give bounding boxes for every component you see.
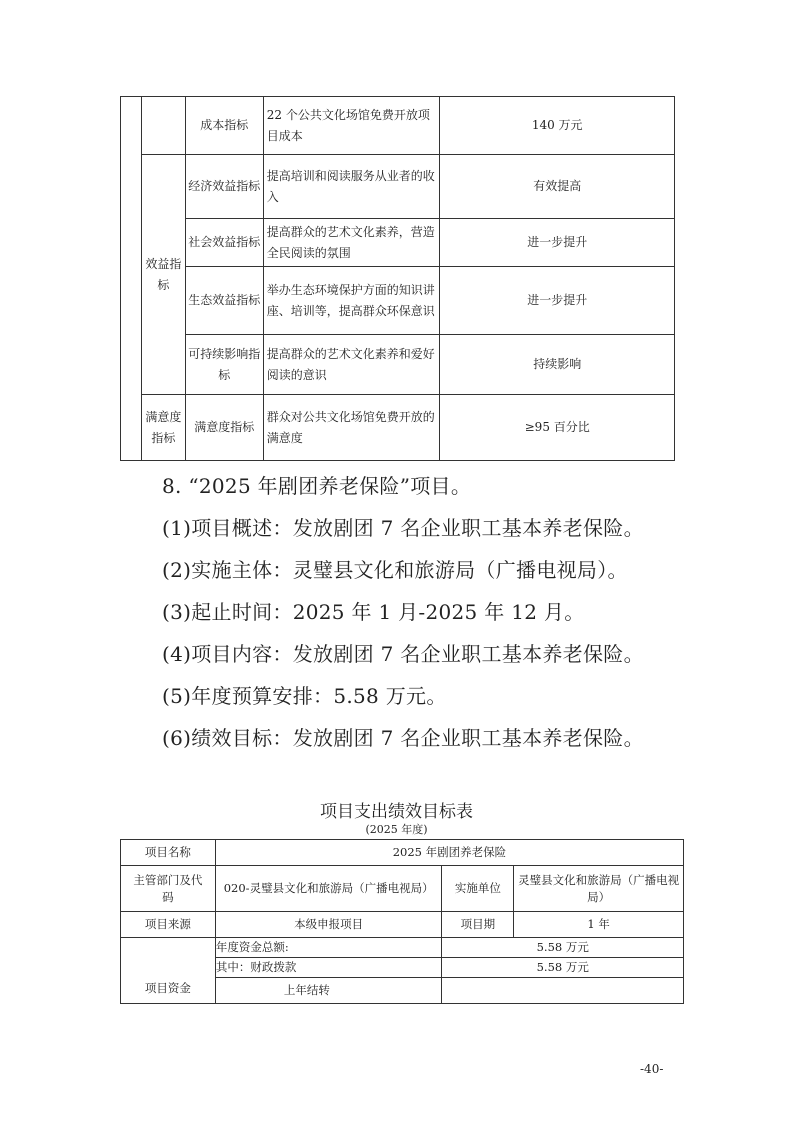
- indicator-name: 生态效益指标: [185, 267, 263, 335]
- item-executor: (2)实施主体：灵璧县文化和旅游局（广播电视局）。: [162, 558, 628, 582]
- indicator-content: 提高群众的艺术文化素养，营造全民阅读的氛围: [263, 219, 440, 267]
- source-value: 本级申报项目: [215, 912, 442, 938]
- expense-table-title: 项目支出绩效目标表: [320, 802, 473, 822]
- dept-value: 020-灵璧县文化和旅游局（广播电视局）: [215, 866, 442, 912]
- section-heading: 8. “2025 年剧团养老保险”项目。: [162, 474, 472, 498]
- source-label: 项目来源: [121, 912, 216, 938]
- project-name-value: 2025 年剧团养老保险: [215, 840, 683, 866]
- period-label: 项目期: [442, 912, 514, 938]
- item-period: (3)起止时间：2025 年 1 月-2025 年 12 月。: [162, 600, 585, 624]
- benefit-group-label: 效益指标: [141, 155, 185, 395]
- indicator-value: ≥95 百分比: [440, 395, 675, 461]
- annual-total-value: 5.58 万元: [442, 938, 684, 958]
- performance-indicator-table: [120, 96, 675, 461]
- impl-value: 灵璧县文化和旅游局（广播电视局）: [514, 866, 684, 912]
- indicator-value: 有效提高: [440, 155, 675, 219]
- indicator-content: 提高培训和阅读服务从业者的收入: [263, 155, 440, 219]
- indicator-value: 进一步提升: [440, 219, 675, 267]
- item-budget: (5)年度预算安排：5.58 万元。: [162, 684, 447, 708]
- funds-label: 项目资金: [121, 938, 216, 1004]
- annual-total-label: 年度资金总额:: [215, 938, 442, 958]
- carryover-value: [442, 978, 684, 1004]
- indicator-name: 满意度指标: [185, 395, 263, 461]
- level1-cell: [121, 97, 142, 461]
- indicator-value: 进一步提升: [440, 267, 675, 335]
- indicator-content: 提高群众的艺术文化素养和爱好阅读的意识: [263, 335, 440, 395]
- satisfaction-group-label: 满意度指标: [141, 395, 185, 461]
- page-number: -40-: [640, 1062, 664, 1076]
- indicator-name: 成本指标: [185, 97, 263, 155]
- fiscal-label: 其中：财政拨款: [215, 958, 442, 978]
- indicator-content: 举办生态环境保护方面的知识讲座、培训等，提高群众环保意识: [263, 267, 440, 335]
- indicator-value: 140 万元: [440, 97, 675, 155]
- carryover-label: 上年结转: [215, 978, 442, 1004]
- item-content: (4)项目内容：发放剧团 7 名企业职工基本养老保险。: [162, 642, 644, 666]
- indicator-name: 可持续影响指标: [185, 335, 263, 395]
- indicator-content: 22 个公共文化场馆免费开放项目成本: [263, 97, 440, 155]
- indicator-value: 持续影响: [440, 335, 675, 395]
- period-value: 1 年: [514, 912, 684, 938]
- indicator-name: 经济效益指标: [185, 155, 263, 219]
- item-overview: (1)项目概述：发放剧团 7 名企业职工基本养老保险。: [162, 516, 644, 540]
- impl-label: 实施单位: [442, 866, 514, 912]
- dept-label: 主管部门及代码: [121, 866, 216, 912]
- indicator-name: 社会效益指标: [185, 219, 263, 267]
- project-name-label: 项目名称: [121, 840, 216, 866]
- indicator-content: 群众对公共文化场馆免费开放的满意度: [263, 395, 440, 461]
- expense-performance-table: [120, 839, 684, 1004]
- level2-group-empty: [141, 97, 185, 155]
- fiscal-value: 5.58 万元: [442, 958, 684, 978]
- expense-table-subtitle: (2025 年度): [365, 823, 428, 836]
- item-goal: (6)绩效目标：发放剧团 7 名企业职工基本养老保险。: [162, 726, 644, 750]
